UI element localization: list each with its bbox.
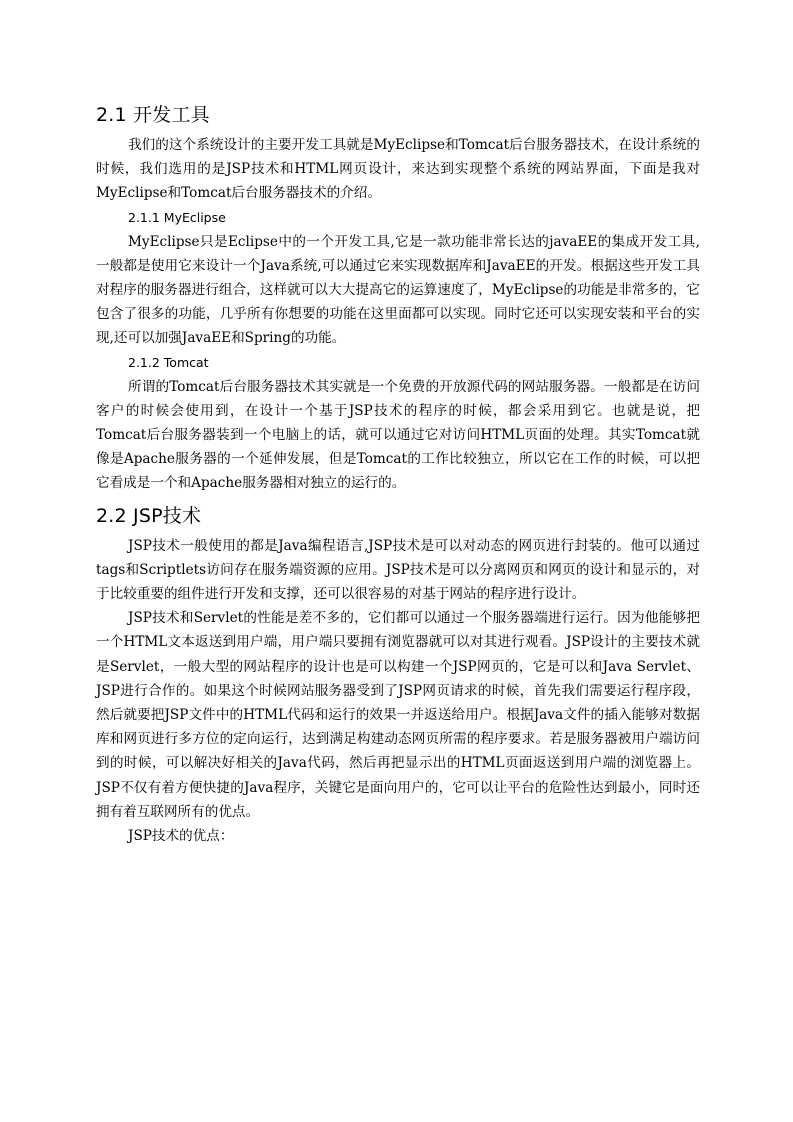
section-2-1 <box>96 101 700 496</box>
document-content <box>96 101 700 848</box>
paragraph: MyEclipse只是Eclipse中的一个开发工具,它是一款功能非常长达的javaEE的集成开发工具,一般都是使用它来设计一个Java系统,可以通过它来实现数据库和JavaEE的开发。根据这些开发工具对程序的服务器进行组合，这样就可以大大提高它的运算速度了，MyEclipse的功能是非常多的，它包含了很多的功能，几乎所有你想要的功能在这里面都可以实现。同时它还可以实现安装和平台的实现,还可以加强JavaEE和Spring的功能。 <box>96 233 700 347</box>
paragraph: JSP技术的优点： <box>128 828 234 845</box>
paragraph: JSP技术一般使用的都是Java编程语言,JSP技术是可以对动态的网页进行封装的。他可以通过tags和Scriptlets访问存在服务端资源的应用。JSP技术是可以分离网页和网页的设计和显示的，对于比较重要的组件进行开发和支撑，还可以很容易的对基于网站的程序进行设计。 <box>96 537 700 603</box>
subsection-heading: 2.1.2 Tomcat <box>128 354 209 370</box>
paragraph: JSP技术和Servlet的性能是差不多的，它们都可以通过一个服务器端进行运行。因为他能够把一个HTML文本返送到用户端，用户端只要拥有浏览器就可以对其进行观看。JSP设计的主要技术就是Servlet，一般大型的网站程序的设计也是可以构建一个JSP网页的，它是可以和Java Servlet、JSP进行合作的。如果这个时候网站服务器受到了JSP网页请求的时候，首先我们需要运行程序段，然后就要把JSP文件中的HTML代码和运行的效果一并返送给用户。根据Java文件的插入能够对数据库和网页进行多方位的定向运行，达到满足构建动态网页所需的程序要求。若是服务器被用户端访问到的时候，可以解决好相关的Java代码，然后再把显示出的HTML页面返送到用户端的浏览器上。JSP不仅有着方便快捷的Java程序，关键它是面向用户的，它可以让平台的危险性达到最小，同时还拥有着互联网所有的优点。 <box>96 610 700 820</box>
section-heading: 2.2 JSP技术 <box>96 504 202 527</box>
section-heading: 2.1 开发工具 <box>96 104 210 126</box>
paragraph: 我们的这个系统设计的主要开发工具就是MyEclipse和Tomcat后台服务器技术，在设计系统的时候，我们选用的是JSP技术和HTML网页设计，来达到实现整个系统的网站界面，下面是我对MyEclipse和Tomcat后台服务器技术的介绍。 <box>96 137 700 202</box>
paragraph: 所谓的Tomcat后台服务器技术其实就是一个免费的开放源代码的网站服务器。一般都是在访问客户的时候会使用到，在设计一个基于JSP技术的程序的时候，都会采用到它。也就是说，把Tomcat后台服务器装到一个电脑上的话，就可以通过它对访问HTML页面的处理。其实Tomcat就像是Apache服务器的一个延伸发展，但是Tomcat的工作比较独立，所以它在工作的时候，可以把它看成是一个和Apache服务器相对独立的运行的。 <box>96 378 700 492</box>
section-2-2 <box>96 502 700 849</box>
subsection-heading: 2.1.1 MyEclipse <box>128 209 226 225</box>
